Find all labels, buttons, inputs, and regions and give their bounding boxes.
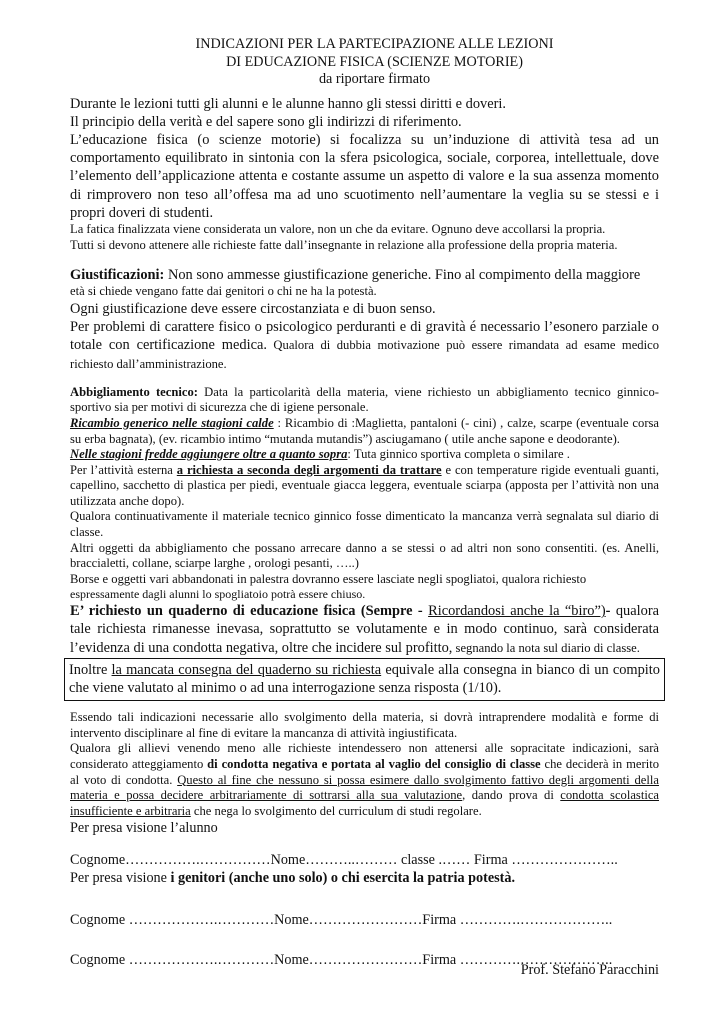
genitori-label-intro: Per presa visione: [70, 870, 171, 887]
intro-section: [70, 95, 659, 254]
document-header: [90, 36, 659, 89]
conclusione-emphasis: di condotta negativa e portata al vaglio del consiglio di classe: [207, 757, 541, 772]
conclusione-text-c: che deciderà in merito al voto di condotta.: [70, 757, 659, 787]
giustificazioni-paragraph-1: [70, 266, 659, 284]
genitori-label-emphasis: i genitori (anche uno solo) o chi esercita la patria potestà.: [170, 870, 516, 887]
abbigliamento-paragraph: [70, 385, 659, 416]
giustificazioni-label: Giustificazioni:: [70, 267, 165, 284]
ricambio-text: : Ricambio di :Maglietta, pantaloni (- cini) , calze, scarpe (eventuale corsa su erba bagnata), (ev. ricambio intimo “mutanda mutandis”) asciugamano ( utile anche sapone e deodorante).: [70, 415, 660, 446]
genitore-1-signature-line[interactable]: Cognome ……………….…………Nome……………………Firma ………….………………..: [70, 912, 613, 929]
quaderno-paragraph: [70, 602, 659, 657]
quaderno-dash: -: [605, 603, 616, 620]
borse-paragraph: Borse e oggetti vari abbandonati in palestra dovranno essere lasciate negli spogliatoi, qualora richiesto: [70, 571, 587, 586]
giustificazioni-paragraph-3: [70, 318, 659, 373]
materiale-dimenticato-paragraph: Qualora continuativamente il materiale tecnico ginnico fosse dimenticato la mancanza verrà segnalata sul diario di classe.: [70, 509, 659, 540]
intro-paragraph-3: L’educazione fisica (o scienze motorie) si focalizza su un’induzione di attività tesa ad un comportamento equilibrato in sintonia con la sfera psicologica, sociale, corporea, intellettuale, dove l’elemento dell’applicazione attenta e costante assume un aspetto di valore e la sua assenza momento di rimprovero non teso all’offesa ma ad uno scuotimento nell’aumentare la veglia su se stessi e i propri doveri di studenti.: [70, 131, 659, 221]
genitori-label: [70, 869, 659, 887]
quaderno-biro-text: Ricordandosi anche la “biro”): [428, 603, 606, 620]
esonero-text: Per problemi di carattere fisico o psicologico perduranti e di gravità é necessario l’esonero parziale o totale con certificazione medica.: [70, 319, 659, 354]
giustificazioni-text: Non sono ammesse giustificazione generiche. Fino al compimento della maggiore: [164, 267, 641, 284]
conclusione-underline-2: condotta scolastica insufficiente e arbitraria: [70, 788, 660, 818]
abbigliamento-text: Data la particolarità della materia, viene richiesto un abbigliamento tecnico ginnico-sportivo sia per motivi di sicurezza che di igiene personale.: [70, 384, 659, 415]
conclusione-text-g: che nega lo svolgimento del curriculum di studi regolare.: [190, 803, 482, 818]
conclusione-text-a: Qualora gli allievi venendo meno alle richieste intendessero non attenersi alle sopracitate indicazioni, sarà considerato atteggiamento: [70, 741, 659, 772]
esame-medico-text: Qualora di dubbia motivazione può essere rimandata ad esame medico richiesto dall’amministrazione.: [70, 338, 659, 371]
attivita-esterna-text: e con temperature rigide eventuali guanti, capellino, sacchetto di plastica per piedi, eventuale giacca leggera, eventuale sciarpa (apposta per l’attività non una utilizzata anche dopo).: [70, 462, 659, 508]
consegna-emphasis: la mancata consegna del quaderno su richiesta: [111, 661, 382, 678]
giustificazioni-paragraph-1b: età si chiede vengano fatte dai genitori o chi ne ha la potestà.: [70, 284, 377, 299]
abbigliamento-section: [70, 385, 659, 603]
intro-paragraph-1: Durante le lezioni tutti gli alunni e le alunne hanno gli stessi diritti e doveri.: [70, 95, 507, 112]
consegna-text: equivale alla consegna in bianco di un compito che viene valutato al minimo o ad una interrogazione senza risposta (1/10).: [69, 661, 660, 697]
intro-paragraph-2: Il principio della verità e del sapere sono gli indirizzi di riferimento.: [70, 113, 462, 130]
attivita-esterna-emphasis: a richiesta a seconda degli argomenti da trattare: [176, 462, 442, 477]
quaderno-label: E’ richiesto un quaderno di educazione fisica (Sempre -: [70, 603, 429, 620]
alunno-signature-line[interactable]: Cognome…………….……………Nome………..……… classe .…… Firma …………………..: [70, 852, 618, 869]
giustificazioni-section: [70, 266, 659, 373]
borse-paragraph-continued: espressamente dagli alunni lo spogliatoio potrà essere chiuso.: [70, 587, 366, 602]
attivita-esterna-paragraph: [70, 463, 659, 510]
title-line-2: DI EDUCAZIONE FISICA (SCIENZE MOTORIE): [226, 53, 523, 70]
quaderno-section: [70, 602, 659, 701]
author-signature: Prof. Stefano Paracchini: [520, 962, 659, 978]
conclusione-paragraph-1: Essendo tali indicazioni necessarie allo svolgimento della materia, si dovrà intraprendere modalità e forme di intervento disciplinare al fine di evitare la mancanza di attività ingiustificata.: [70, 710, 659, 740]
attivita-esterna-intro: Per l’attività esterna: [70, 462, 177, 477]
conclusione-underline-1: Questo al fine che nessuno si possa esimere dallo svolgimento fattivo degli argomenti della materia e possa decidere arbitrariamente di sottrarsi alla sua valutazione: [70, 772, 659, 803]
intro-paragraph-5: Tutti si devono attenere alle richieste fatte dall’insegnante in relazione alla professione della propria materia.: [70, 237, 618, 252]
alunno-label: Per presa visione l’alunno: [70, 820, 218, 837]
consegna-paragraph: [69, 661, 660, 697]
genitore-2-signature-line[interactable]: Cognome ……………….…………Nome……………………Firma ………….………………..: [70, 952, 613, 969]
oggetti-paragraph: Altri oggetti da abbigliamento che possano arrecare danno a se stessi o ad altri non sono consentiti. (es. Anelli, braccialetti, collane, sciarpe larghe , orologi pesanti, …..): [70, 540, 659, 571]
intro-paragraph-4: La fatica finalizzata viene considerata un valore, non un che da evitare. Ognuno deve accollarsi la propria.: [70, 221, 606, 236]
stagioni-fredde-label: Nelle stagioni fredde aggiungere oltre a quanto sopra: [70, 447, 348, 462]
giustificazioni-paragraph-2: Ogni giustificazione deve essere circostanziata e di buon senso.: [70, 300, 436, 317]
ricambio-label: Ricambio generico nelle stagioni calde: [70, 415, 274, 430]
quaderno-text: qualora tale richiesta rimanesse inevasa, soprattutto se volutamente e in modo continuo, sarà considerata l’evidenza di una condotta negativa, oltre che incidere sul profitto,: [70, 603, 660, 656]
ricambio-paragraph: [70, 416, 659, 447]
consegna-box: [64, 658, 665, 701]
title-subline: da riportare firmato: [318, 71, 431, 87]
stagioni-fredde-text: : Tuta ginnico sportiva completa o similare .: [347, 447, 570, 462]
quaderno-nota-text: segnando la nota sul diario di classe.: [452, 640, 640, 655]
conclusione-paragraph-2: [70, 741, 659, 819]
signature-section: [70, 819, 659, 969]
conclusione-text-e: , dando prova di: [462, 788, 561, 803]
consegna-intro: Inoltre: [69, 661, 112, 678]
title-line-1: INDICAZIONI PER LA PARTECIPAZIONE ALLE LEZIONI: [195, 36, 554, 52]
conclusione-section: [70, 710, 659, 819]
stagioni-fredde-paragraph: [70, 447, 659, 463]
abbigliamento-label: Abbigliamento tecnico:: [70, 384, 198, 399]
